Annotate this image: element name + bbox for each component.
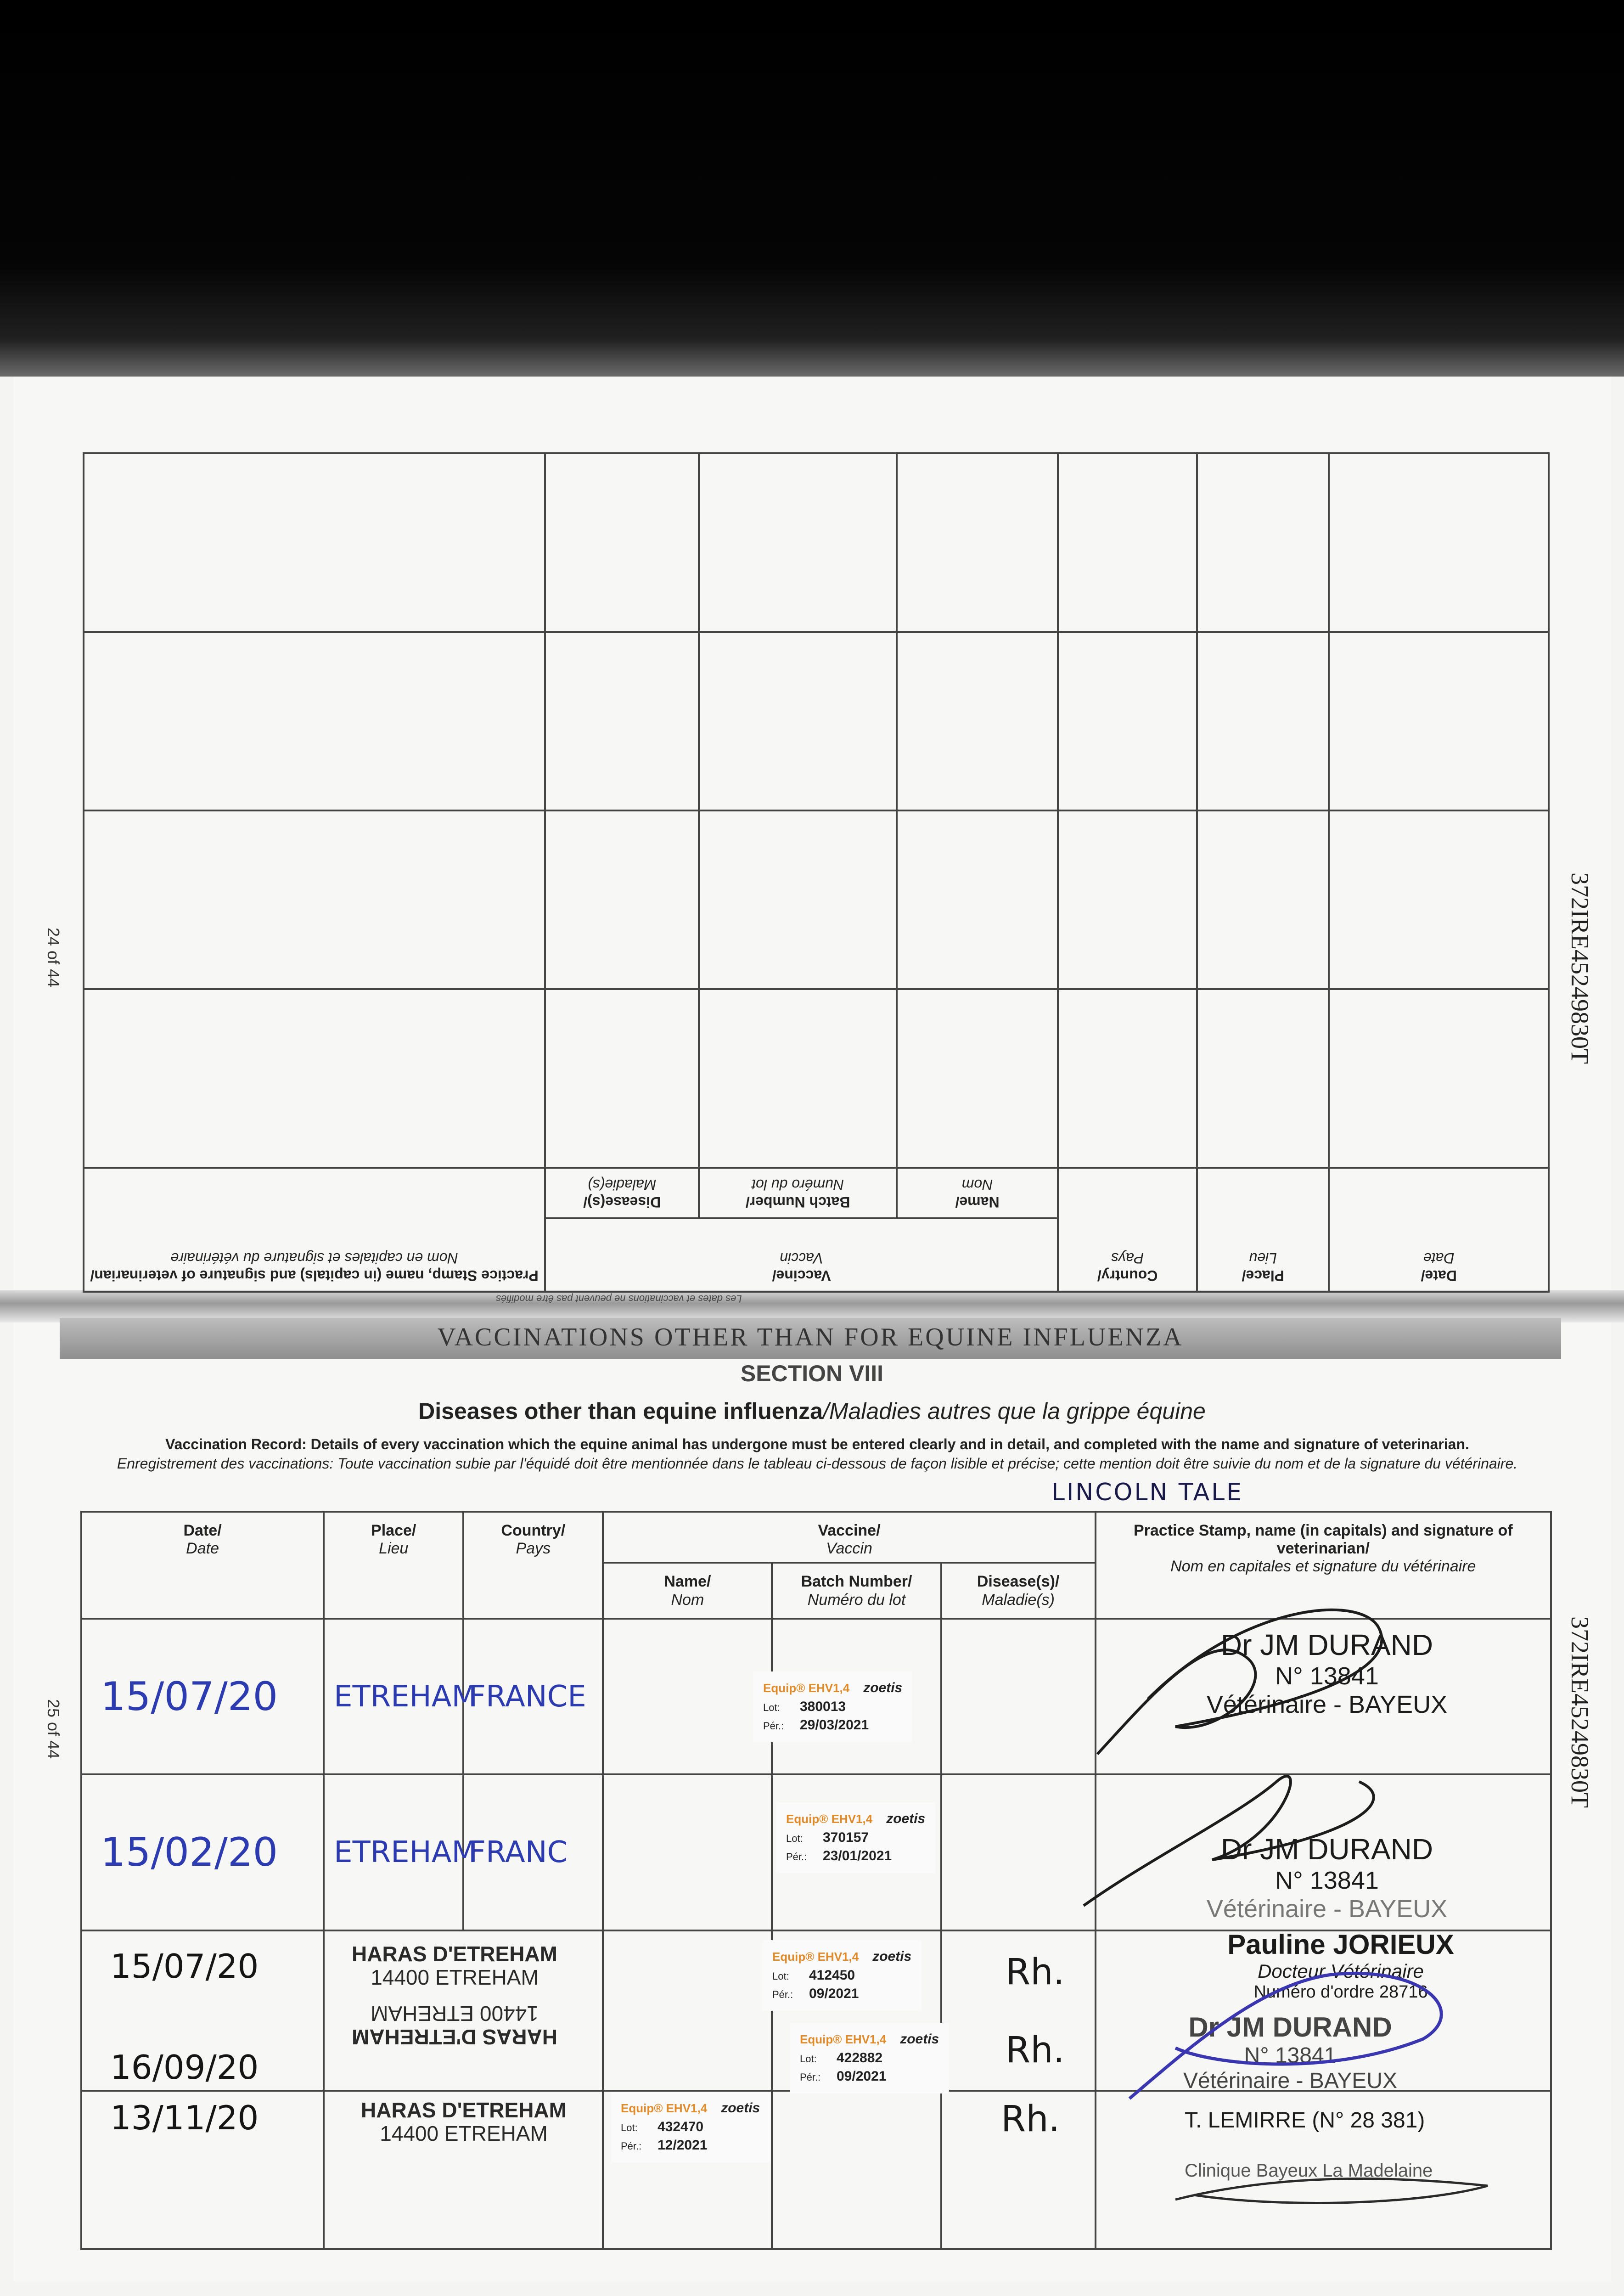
vaccine-label: Equip® EHV1,4 zoetis Lot: 370157 Pér.: 23/01/2021 bbox=[776, 1802, 935, 1873]
vet-stamp-row2: Dr JM DURAND N° 13841 Vétérinaire - BAYEUX bbox=[1206, 1833, 1448, 1923]
upper-header-batch: Batch Number/ Numéro du lot bbox=[699, 1168, 897, 1218]
row3-disease: Rh. bbox=[1006, 1952, 1065, 1993]
vet-stamp-row3: Pauline JORIEUX Docteur Vétérinaire Numéro d'ordre 28716 bbox=[1227, 1929, 1454, 2002]
row4-disease: Rh. bbox=[1006, 2030, 1065, 2071]
section-band-title: VACCINATIONS OTHER THAN FOR EQUINE INFLUENZA bbox=[437, 1323, 1184, 1351]
header-vaccine: Vaccine/ Vaccin bbox=[603, 1512, 1095, 1563]
signature-row2 bbox=[1084, 1776, 1374, 1906]
signature-row5 bbox=[1175, 2179, 1488, 2203]
lower-passport-id: 372IRE45249830T bbox=[1566, 1616, 1594, 1808]
premises-stamp-row4: HARAS D'ETREHAM 14400 ETREHAM bbox=[352, 2002, 557, 2049]
upper-header-stamp: Practice Stamp, name (in capitals) and signature of veterinarian/ Nom en capitales et signature du vétérinaire bbox=[84, 1168, 545, 1292]
subtitle-en: Diseases other than equine influenza bbox=[418, 1398, 823, 1424]
vaccine-label: Equip® EHV1,4 zoetis Lot: 422882 Pér.: 09/2021 bbox=[790, 2023, 949, 2093]
upper-note: Les dates et vaccinations ne peuvent pas être modifiés bbox=[496, 1293, 742, 1305]
row-country: FRANCE bbox=[463, 1619, 603, 1774]
header-name: Name/ Nom bbox=[603, 1563, 772, 1619]
row-country: FRANC bbox=[463, 1774, 603, 1930]
row5-date: 13/11/20 bbox=[110, 2099, 259, 2137]
vaccine-label: Equip® EHV1,4 zoetis Lot: 432470 Pér.: 12/2021 bbox=[611, 2092, 770, 2162]
upper-header-name: Name/ Nom bbox=[897, 1168, 1058, 1218]
signature-row3-blue bbox=[1129, 1973, 1441, 2099]
vaccine-label: Equip® EHV1,4 zoetis Lot: 412450 Pér.: 09/2021 bbox=[762, 1940, 922, 2011]
vet-stamp-row1: Dr JM DURAND N° 13841 Vétérinaire - BAYEUX bbox=[1206, 1628, 1448, 1718]
row3-date: 15/07/20 bbox=[110, 1947, 259, 1986]
premises-stamp-row5: HARAS D'ETREHAM 14400 ETREHAM bbox=[361, 2098, 567, 2145]
header-stamp: Practice Stamp, name (in capitals) and signature of veterinarian/ Nom en capitales et signature du vétérinaire bbox=[1096, 1512, 1551, 1619]
row4-date: 16/09/20 bbox=[110, 2048, 259, 2087]
upper-header-country: Country/ Pays bbox=[1058, 1168, 1197, 1292]
vet-stamp-row5: T. LEMIRRE (N° 28 381) Clinique Bayeux La Madelaine bbox=[1185, 2108, 1433, 2181]
vet-stamp-row4: Dr JM DURAND N° 13841 Vétérinaire - BAYEUX bbox=[1183, 2012, 1397, 2093]
upper-header-vaccine: Vaccine/ Vaccin bbox=[545, 1218, 1058, 1292]
upper-header-disease: Disease(s)/ Maladie(s) bbox=[545, 1168, 699, 1218]
row5-disease: Rh. bbox=[1001, 2099, 1060, 2140]
upper-passport-id: 372IRE45249830T bbox=[1566, 872, 1594, 1064]
header-place: Place/ Lieu bbox=[324, 1512, 463, 1619]
premises-stamp-row3: HARAS D'ETREHAM 14400 ETREHAM bbox=[352, 1942, 557, 1989]
header-batch: Batch Number/ Numéro du lot bbox=[772, 1563, 941, 1619]
upper-header-date: Date/ Date bbox=[1329, 1168, 1549, 1292]
horse-name: LINCOLN TALE bbox=[1051, 1479, 1243, 1506]
section-number: SECTION VIII bbox=[740, 1361, 884, 1386]
row-date: 15/02/20 bbox=[81, 1774, 324, 1930]
record-en: Details of every vaccination which the equine animal has undergone must be entered clearly and in detail, and completed with the name and signature of veterinarian. bbox=[306, 1436, 1469, 1452]
upper-page-number: 24 of 44 bbox=[44, 928, 63, 988]
row-place: ETREHAM bbox=[324, 1619, 463, 1774]
vaccine-label: Equip® EHV1,4 zoetis Lot: 380013 Pér.: 29/03/2021 bbox=[753, 1671, 912, 1742]
header-country: Country/ Pays bbox=[463, 1512, 603, 1619]
row-place: ETREHAM bbox=[324, 1774, 463, 1930]
signature-row1 bbox=[1097, 1610, 1382, 1754]
subtitle-fr: /Maladies autres que la grippe équine bbox=[822, 1398, 1206, 1424]
header-disease: Disease(s)/ Maladie(s) bbox=[941, 1563, 1096, 1619]
header-date: Date/ Date bbox=[81, 1512, 324, 1619]
record-fr: Enregistrement des vaccinations: Toute vaccination subie par l'équidé doit être mentionnée dans le tableau ci-dessous de façon lisible et précise; cette mention doit être suivie du nom et de la signature du vétérinaire. bbox=[117, 1455, 1518, 1472]
row-date: 15/07/20 bbox=[81, 1619, 324, 1774]
record-label: Vaccination Record: bbox=[165, 1436, 307, 1452]
lower-page-number: 25 of 44 bbox=[44, 1699, 63, 1759]
upper-header-place: Place/ Lieu bbox=[1197, 1168, 1329, 1292]
